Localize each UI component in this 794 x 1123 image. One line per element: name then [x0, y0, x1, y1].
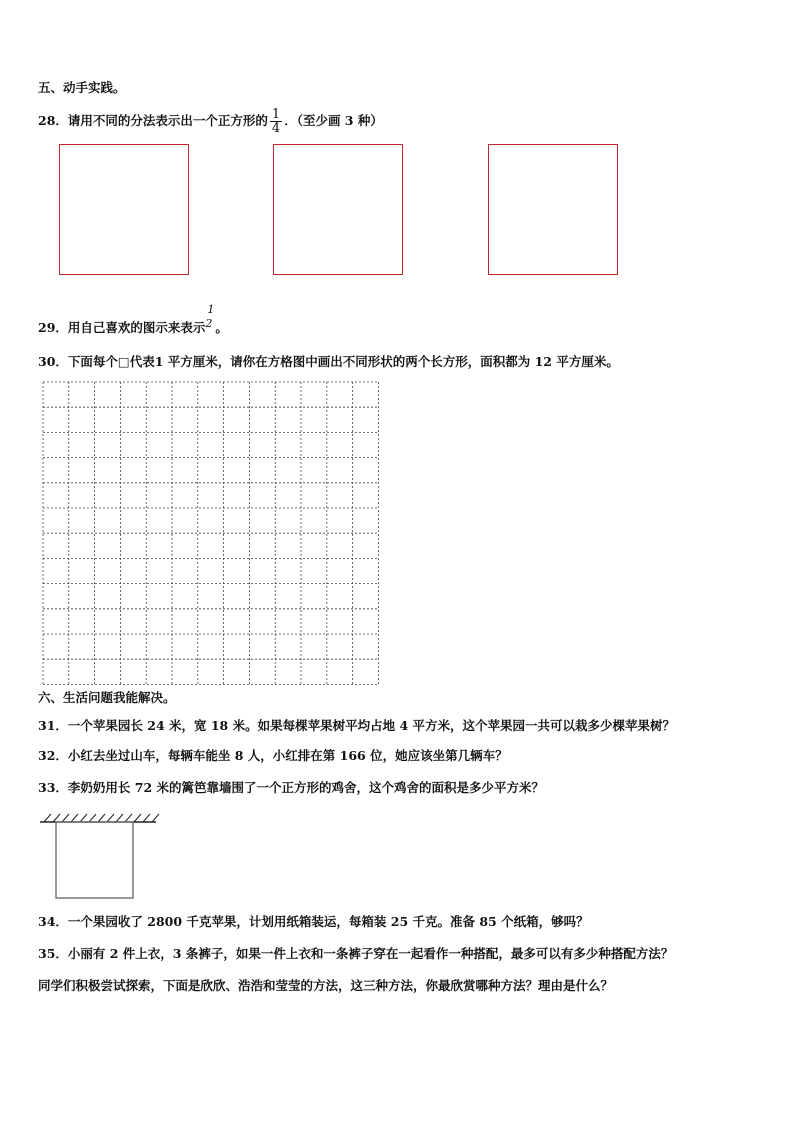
wall-hatching: [44, 814, 159, 822]
hatch-mark: [53, 814, 60, 822]
fraction-denominator: 2: [205, 317, 213, 330]
answer-square-3[interactable]: [488, 144, 618, 275]
hatch-mark: [125, 814, 132, 822]
question-29-prefix: 29．用自己喜欢的图示来表示: [38, 320, 206, 335]
hatch-mark: [62, 814, 69, 822]
question-28-prefix: 28．请用不同的分法表示出一个正方形的: [38, 113, 268, 128]
question-32: 32．小红去坐过山车，每辆车能坐 8 人，小红排在第 166 位，她应该坐第几辆车？: [38, 748, 508, 763]
hatch-mark: [107, 814, 114, 822]
question-28: [38, 108, 383, 135]
fraction-one-quarter: [270, 108, 282, 135]
question-35-line-2: 同学们积极尝试探索，下面是欣欣、浩浩和莹莹的方法，这三种方法，你最欣赏哪种方法？理由是什么？: [38, 978, 614, 993]
question-29-suffix: 。: [215, 320, 228, 335]
fraction-one-half: [205, 303, 215, 332]
coop-fence-square: [56, 822, 133, 898]
fraction-numerator: 1: [271, 107, 281, 122]
section-6-title: 六、生活问题我能解决。: [38, 690, 176, 705]
hatch-mark: [134, 814, 141, 822]
question-34: 34．一个果园收了 2800 千克苹果，计划用纸箱装运，每箱装 25 千克。准备 85 个纸箱，够吗？: [38, 914, 589, 929]
hatch-mark: [44, 814, 51, 822]
question-35-line-1: 35．小丽有 2 件上衣，3 条裤子，如果一件上衣和一条裤子穿在一起看作一种搭配，最多可以有多少种搭配方法？: [38, 946, 674, 961]
question-31: 31．一个苹果园长 24 米，宽 18 米。如果每棵苹果树平均占地 4 平方米，这个苹果园一共可以栽多少棵苹果树？: [38, 718, 675, 733]
hatch-mark: [89, 814, 96, 822]
hatch-mark: [71, 814, 78, 822]
answer-square-2[interactable]: [273, 144, 403, 275]
fraction-numerator: 1: [207, 303, 215, 316]
chicken-coop-diagram: [38, 812, 162, 902]
fraction-denominator: 4: [271, 121, 281, 136]
hatch-mark: [143, 814, 150, 822]
hatch-mark: [152, 814, 159, 822]
section-5-title: 五、动手实践。: [38, 80, 126, 95]
answer-square-1[interactable]: [59, 144, 189, 275]
hatch-mark: [80, 814, 87, 822]
question-28-suffix: ．（至少画 3 种）: [284, 113, 383, 128]
question-29: [38, 303, 228, 336]
square-grid[interactable]: [42, 381, 382, 685]
hatch-mark: [116, 814, 123, 822]
question-33: 33．李奶奶用长 72 米的篱笆靠墙围了一个正方形的鸡舍，这个鸡舍的面积是多少平方米？: [38, 780, 544, 795]
question-30: 30．下面每个□代表1 平方厘米，请你在方格图中画出不同形状的两个长方形，面积都为 12 平方厘米。: [38, 354, 619, 369]
hatch-mark: [98, 814, 105, 822]
